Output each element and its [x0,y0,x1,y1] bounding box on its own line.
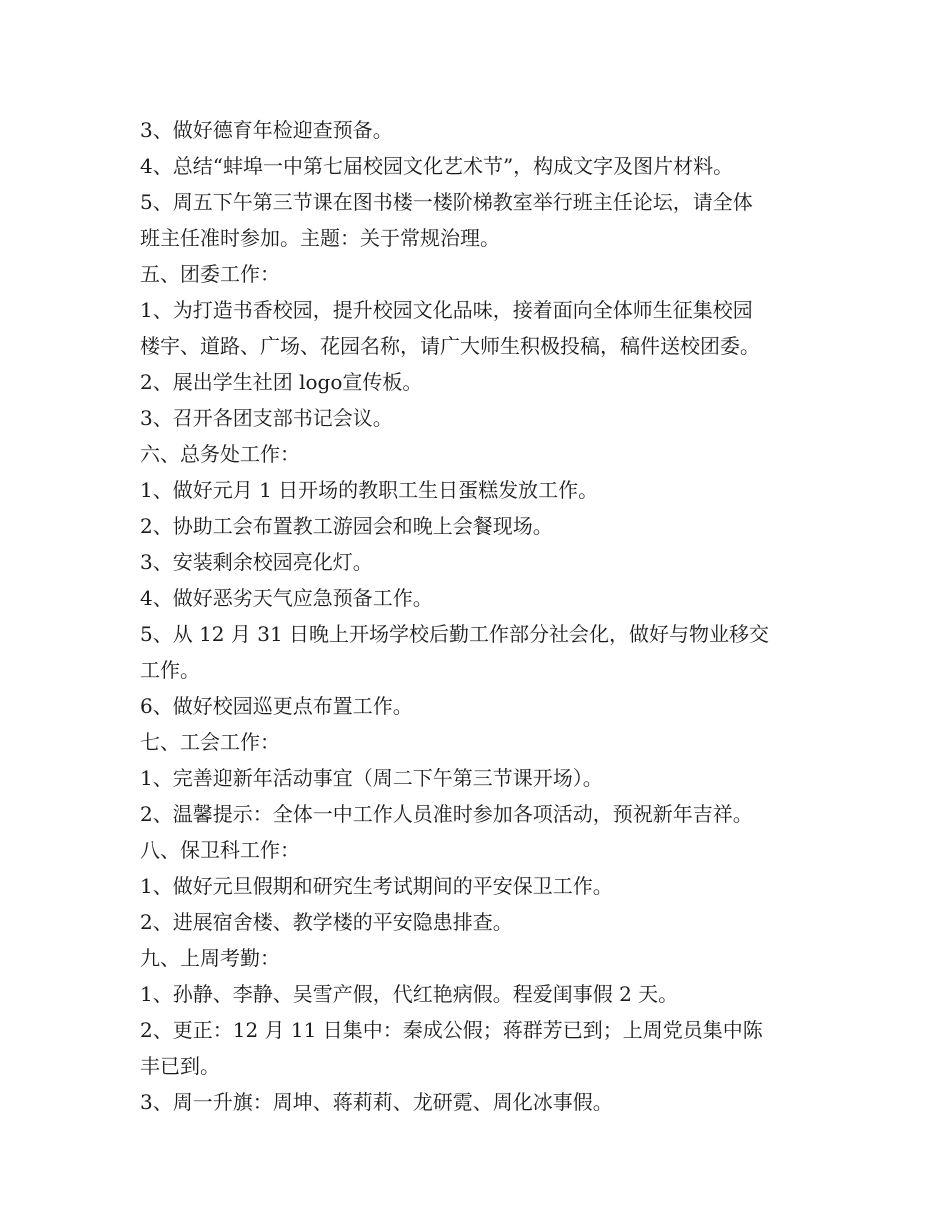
text-line: 4、总结“蚌埠一中第七届校园文化艺术节”，构成文字及图片材料。 [140,154,734,178]
text-line: 3、召开各团支部书记会议。 [140,406,393,430]
text-line: 1、为打造书香校园，提升校园文化品味，接着面向全体师生征集校园 [140,298,753,322]
text-line: 2、展出学生社团 logo宣传板。 [140,370,423,394]
section-heading: 九、上周考勤： [140,946,280,970]
text-line: 2、进展宿舍楼、教学楼的平安隐患排查。 [140,910,513,934]
text-line: 1、孙静、李静、吴雪产假，代红艳病假。程爱闺事假 2 天。 [140,982,679,1006]
section-heading: 八、保卫科工作： [140,838,300,862]
text-line: 2、协助工会布置教工游园会和晚上会餐现场。 [140,514,553,538]
text-line: 3、做好德育年检迎查预备。 [140,118,393,142]
text-line: 3、周一升旗：周坤、蒋莉莉、龙研霓、周化冰事假。 [140,1090,613,1114]
section-heading: 七、工会工作： [140,730,280,754]
text-line: 1、完善迎新年活动事宜（周二下午第三节课开场）。 [140,766,603,790]
text-line: 2、更正：12 月 11 日集中：秦成公假；蒋群芳已到；上周党员集中陈 [140,1018,763,1042]
document-body [140,112,820,1120]
text-line: 1、做好元月 1 日开场的教职工生日蛋糕发放工作。 [140,478,599,502]
text-line: 3、安装剩余校园亮化灯。 [140,550,373,574]
text-line: 6、做好校园巡更点布置工作。 [140,694,413,718]
text-line: 班主任准时参加。主题：关于常规治理。 [140,226,500,250]
text-line: 工作。 [140,658,200,682]
text-line: 楼宇、道路、广场、花园名称，请广大师生积极投稿，稿件送校团委。 [140,334,760,358]
text-line: 1、做好元旦假期和研究生考试期间的平安保卫工作。 [140,874,613,898]
text-line: 5、从 12 月 31 日晚上开场学校后勤工作部分社会化，做好与物业移交 [140,622,770,646]
text-line: 2、温馨提示：全体一中工作人员准时参加各项活动，预祝新年吉祥。 [140,802,753,826]
section-heading: 六、总务处工作： [140,442,300,466]
text-line: 5、周五下午第三节课在图书楼一楼阶梯教室举行班主任论坛，请全体 [140,190,753,214]
section-heading: 五、团委工作： [140,262,280,286]
text-line: 丰已到。 [140,1054,220,1078]
text-line: 4、做好恶劣天气应急预备工作。 [140,586,433,610]
